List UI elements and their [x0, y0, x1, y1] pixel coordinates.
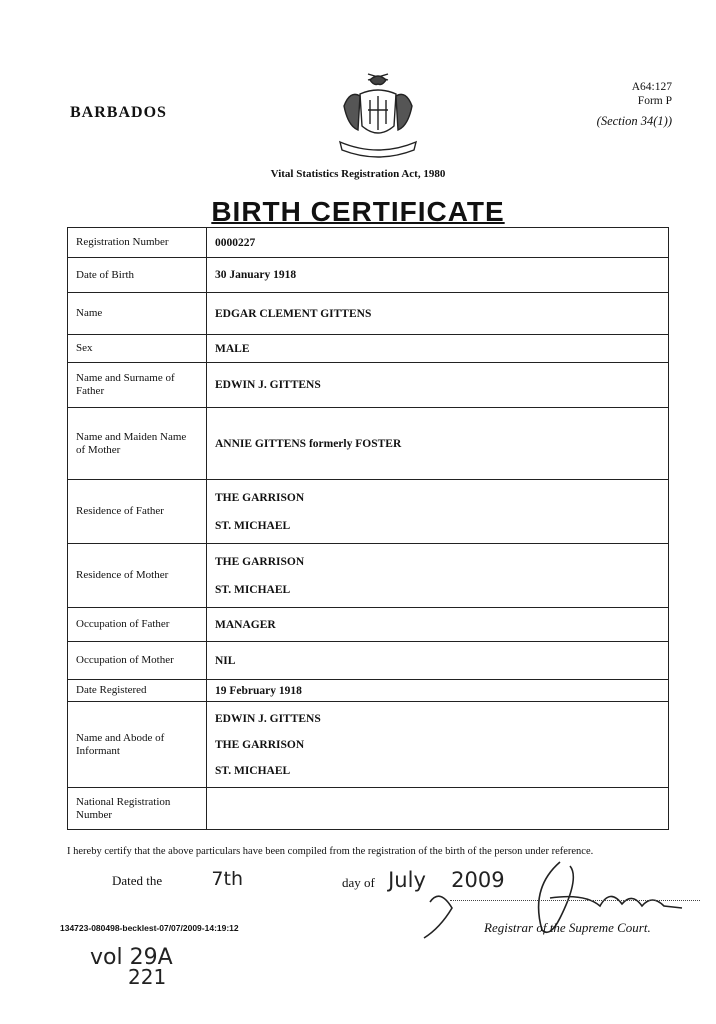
- section-label: (Section 34(1)): [596, 114, 672, 128]
- field-label: Occupation of Mother: [68, 642, 207, 680]
- table-row: [68, 480, 669, 544]
- field-label: Name and Maiden Name of Mother: [68, 408, 207, 480]
- field-label: Residence of Father: [68, 480, 207, 544]
- table-row: [68, 642, 669, 680]
- certification-statement: I hereby certify that the above particulars have been compiled from the registration of the birth of the person under reference.: [67, 846, 594, 857]
- field-label: Residence of Mother: [68, 544, 207, 608]
- field-label: National Registration Number: [68, 788, 207, 830]
- field-label: Registration Number: [68, 228, 207, 258]
- print-stamp: 134723-080498-becklest-07/07/2009-14:19:12: [60, 923, 239, 933]
- table-row: [68, 228, 669, 258]
- registrar-title: Registrar of the Supreme Court.: [484, 920, 651, 935]
- field-label: Name and Abode of Informant: [68, 702, 207, 788]
- table-row: [68, 363, 669, 408]
- field-label: Name and Surname of Father: [68, 363, 207, 408]
- value-line: THE GARRISON: [215, 491, 305, 504]
- value-line: ST. MICHAEL: [215, 519, 291, 532]
- value-line: EDWIN J. GITTENS: [215, 712, 321, 725]
- field-value: EDWIN J. GITTENS: [207, 363, 669, 408]
- field-value: 30 January 1918: [207, 258, 669, 293]
- table-row: [68, 702, 669, 788]
- form-label: Form P: [637, 95, 672, 107]
- coat-of-arms-seal: [330, 66, 426, 162]
- field-label: Date Registered: [68, 680, 207, 702]
- value-line: THE GARRISON: [215, 555, 305, 568]
- field-label: Sex: [68, 335, 207, 363]
- table-row: [68, 408, 669, 480]
- dated-day-handwritten: 7th: [211, 868, 244, 890]
- table-row: [68, 335, 669, 363]
- field-value: MANAGER: [207, 608, 669, 642]
- value-line: ST. MICHAEL: [215, 764, 291, 777]
- day-of-label: day of: [342, 875, 375, 890]
- form-reference: [597, 80, 672, 128]
- field-value: [207, 544, 669, 608]
- field-value: [207, 702, 669, 788]
- field-label: Name: [68, 293, 207, 335]
- field-value: MALE: [207, 335, 669, 363]
- table-row: [68, 544, 669, 608]
- signature-line: [450, 900, 700, 901]
- field-value: NIL: [207, 642, 669, 680]
- year-handwritten: 2009: [451, 868, 505, 892]
- table-row: [68, 608, 669, 642]
- field-value: 0000227: [207, 228, 669, 258]
- value-line: ST. MICHAEL: [215, 583, 291, 596]
- page-handwritten: 221: [128, 965, 167, 989]
- ref-code: A64:127: [631, 81, 672, 93]
- dated-line: [112, 868, 243, 890]
- field-value: EDGAR CLEMENT GITTENS: [207, 293, 669, 335]
- field-value: [207, 480, 669, 544]
- field-value: ANNIE GITTENS formerly FOSTER: [207, 408, 669, 480]
- table-row: [68, 258, 669, 293]
- certificate-table: [67, 227, 669, 830]
- table-row: [68, 680, 669, 702]
- volume-handwritten: vol 29A: [90, 945, 173, 970]
- month-handwritten: July: [388, 868, 426, 892]
- field-label: Occupation of Father: [68, 608, 207, 642]
- table-row: [68, 293, 669, 335]
- act-reference: Vital Statistics Registration Act, 1980: [270, 168, 446, 180]
- document-title: BIRTH CERTIFICATE: [211, 196, 505, 227]
- value-line: THE GARRISON: [215, 738, 305, 751]
- country-name: BARBADOS: [70, 104, 167, 121]
- field-value: 19 February 1918: [207, 680, 669, 702]
- field-label: Date of Birth: [68, 258, 207, 293]
- dated-label: Dated the: [112, 873, 163, 888]
- table-row: [68, 788, 669, 830]
- field-value: [207, 788, 669, 830]
